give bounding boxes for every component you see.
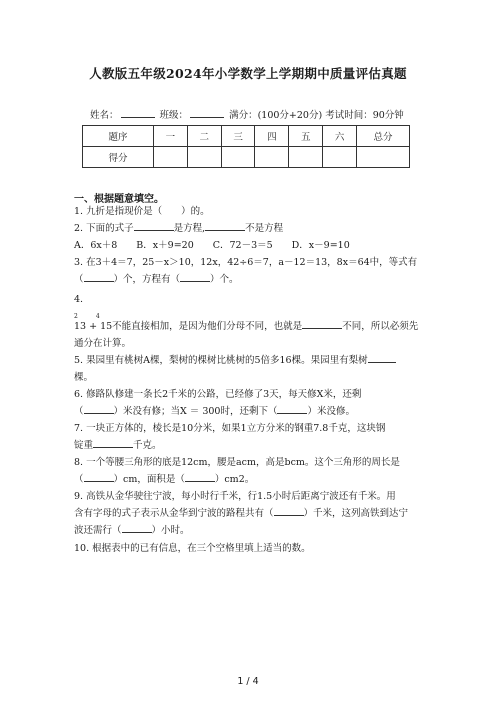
q7-text: 锭重	[74, 440, 94, 451]
q9-text: ）小时。	[151, 525, 190, 536]
answer-blank	[274, 505, 304, 516]
page-number: 1 / 4	[237, 676, 259, 687]
table-cell: 二	[187, 126, 221, 147]
exam-time: 考试时间：90分钟	[325, 110, 404, 121]
question-5-line-2: 棵。	[74, 372, 94, 383]
score-table-score-row	[83, 147, 410, 168]
q5-text: 5. 果园里有桃树A棵，梨树的棵树比桃树的5倍多16棵。果园里有梨树	[74, 355, 368, 366]
question-2	[74, 220, 426, 237]
table-cell: 一	[154, 126, 188, 147]
score-cell	[154, 147, 188, 168]
question-3-line-2	[74, 271, 426, 288]
question-7-line-1: 7. 一块正方体的，棱长是10分米，如果1立方分米的钢重7.8千克，这块钢	[74, 423, 386, 434]
question-6-line-1: 6. 修路队修建一条长2千米的公路，已经修了3天，每天修X米，还剩	[74, 389, 362, 400]
q4-text: 不同，所以必须先	[342, 321, 419, 332]
full-score: 满分：(100分+20分)	[229, 110, 323, 121]
score-table-header-row	[83, 126, 410, 147]
question-7-line-2	[74, 437, 426, 454]
answer-blank	[84, 471, 114, 482]
document-title: 人教版五年级2024年小学数学上学期期中质量评估真题	[89, 66, 407, 81]
section-heading: 一、根据题意填空。	[74, 194, 164, 205]
name-blank	[121, 108, 155, 118]
answer-blank	[185, 471, 215, 482]
answer-blank	[180, 271, 210, 282]
class-blank	[190, 108, 224, 118]
score-table	[82, 125, 410, 168]
question-9-line-2	[74, 505, 426, 522]
answer-blank	[93, 437, 133, 448]
question-2-options: A．6x＋8 B．x＋9=20 C．72－3＝5 D．x－9=10	[74, 240, 350, 251]
q7-text: 千克。	[133, 440, 162, 451]
question-4-number: 4.	[74, 294, 84, 305]
table-cell: 三	[221, 126, 255, 147]
score-cell	[255, 147, 289, 168]
score-cell	[357, 147, 410, 168]
q6-text: ）米没修。	[307, 406, 355, 417]
question-6-line-2	[74, 403, 426, 420]
answer-blank	[302, 318, 342, 329]
answer-blank	[134, 220, 174, 231]
question-4-line-1	[74, 318, 426, 335]
score-cell	[289, 147, 323, 168]
answer-blank	[84, 271, 114, 282]
table-cell: 总分	[357, 126, 410, 147]
q6-text: （	[74, 406, 84, 417]
q3-text: ）个。	[210, 274, 239, 285]
table-cell: 五	[289, 126, 323, 147]
question-9-line-1: 9. 高铁从金华驶往宁波，每小时行千米，行1.5小时后距离宁波还有千米。用	[74, 491, 396, 502]
table-cell: 四	[255, 126, 289, 147]
table-cell: 六	[323, 126, 357, 147]
q4-text: 13 + 15不能直接相加，是因为他们分母不同，也就是	[74, 321, 303, 332]
fraction-numerators: 2 4	[74, 313, 100, 320]
answer-blank	[122, 522, 152, 533]
class-label: 班级：	[159, 110, 189, 121]
q8-text: ）cm2。	[214, 474, 255, 485]
q3-text: （	[74, 274, 84, 285]
question-9-line-3	[74, 522, 426, 539]
score-cell	[221, 147, 255, 168]
question-8-line-2	[74, 471, 426, 488]
q9-text: ）千米，这列高铁到达宁	[303, 508, 409, 519]
q2-text-pre: 2. 下面的式子	[74, 223, 134, 234]
score-cell	[323, 147, 357, 168]
answer-blank	[368, 352, 396, 363]
answer-blank	[84, 403, 114, 414]
table-cell: 题序	[83, 126, 154, 147]
score-cell	[187, 147, 221, 168]
question-8-line-1: 8. 一个等腰三角形的底是12cm，腰是acm，高是bcm。这个三角形的周长是	[74, 457, 400, 468]
question-1: 1. 九折是指现价是（ ）的。	[74, 206, 210, 217]
q9-text: 波还需行（	[74, 525, 122, 536]
q2-text-post: 不是方程	[245, 223, 284, 234]
answer-blank	[277, 403, 307, 414]
q3-text: ）个，方程有（	[113, 274, 181, 285]
question-10: 10. 根据表中的已有信息，在三个空格里填上适当的数。	[74, 543, 311, 554]
question-3-line-1: 3. 在3＋4＝7，25－x＞10，12x，42÷6＝7，a－12＝13，8x＝64中，等式有	[74, 257, 418, 268]
name-label: 姓名：	[90, 110, 119, 121]
q8-text: ）cm，面积是（	[113, 474, 185, 485]
answer-blank	[205, 220, 245, 231]
table-cell: 得分	[83, 147, 154, 168]
question-4-line-2: 通分在计算。	[74, 338, 132, 349]
q9-text: 含有字母的式子表示从金华到宁波的路程共有（	[74, 508, 274, 519]
q6-text: ）米没有修；当X ＝ 300时，还剩下（	[113, 406, 278, 417]
question-5-line-1	[74, 352, 426, 369]
exam-meta	[90, 107, 404, 121]
q8-text: （	[74, 474, 84, 485]
q2-text-mid: 是方程,	[173, 223, 206, 234]
